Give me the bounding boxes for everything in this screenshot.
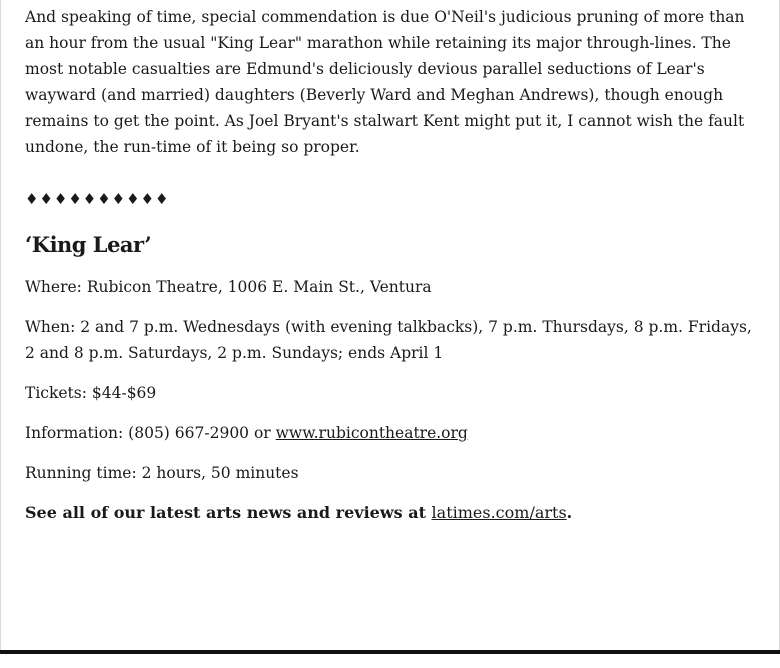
- bottom-rule: [0, 650, 780, 654]
- info-when: When: 2 and 7 p.m. Wednesdays (with evening talkbacks), 7 p.m. Thursdays, 8 p.m. Fridays, 2 and 8 p.m. Saturdays, 2 p.m. Sundays; ends April 1: [25, 318, 752, 362]
- info-running-time: Running time: 2 hours, 50 minutes: [25, 464, 299, 482]
- info-information: [25, 420, 765, 446]
- info-where: Where: Rubicon Theatre, 1006 E. Main St., Ventura: [25, 278, 432, 296]
- closing-paragraph: And speaking of time, special commendation is due O'Neil's judicious pruning of more than an hour from the usual "King Lear" marathon while retaining its major through-lines. The most notable casualties are Edmund's deliciously devious parallel seductions of Lear's wayward (and married) daughters (Beverly Ward and Meghan Andrews), though enough remains to get the point. As Joel Bryant's stalwart Kent might put it, I cannot wish the fault undone, the run-time of it being so proper.: [25, 8, 745, 156]
- info-tickets: Tickets: $44-$69: [25, 384, 157, 402]
- arts-cta-suffix: .: [566, 503, 573, 522]
- section-divider: ♦♦♦♦♦♦♦♦♦♦: [25, 190, 170, 208]
- arts-cta-text: See all of our latest arts news and reviews at: [25, 503, 432, 522]
- rubicon-website-link[interactable]: www.rubicontheatre.org: [275, 424, 468, 442]
- latimes-arts-link[interactable]: latimes.com/arts: [431, 503, 567, 522]
- info-information-prefix: Information: (805) 667-2900 or: [25, 424, 276, 442]
- info-box-title: ‘King Lear’: [25, 232, 152, 257]
- article-body: [25, 4, 765, 526]
- arts-cta: [25, 500, 765, 526]
